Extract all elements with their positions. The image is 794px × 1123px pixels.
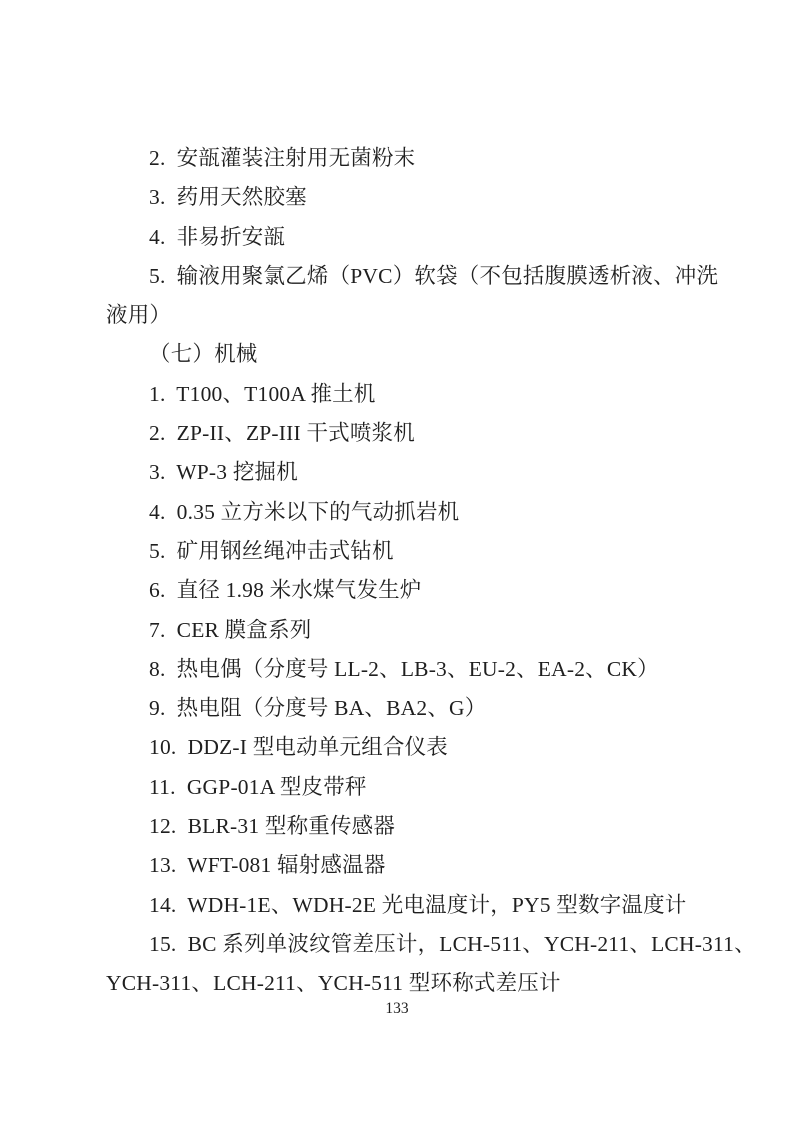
document-line: 7. CER 膜盒系列 [149,617,312,642]
document-line: 5. 输液用聚氯乙烯（PVC）软袋（不包括腹膜透析液、冲洗 [149,263,719,288]
document-line: 2. ZP-II、ZP-III 干式喷浆机 [149,421,415,446]
page-number: 133 [385,1000,409,1017]
document-line: 12. BLR-31 型称重传感器 [149,814,396,839]
document-line: YCH-311、LCH-211、YCH-511 型环称式差压计 [106,971,561,996]
document-line: 液用） [106,303,172,328]
document-line: 15. BC 系列单波纹管差压计，LCH-511、YCH-211、LCH-311、 [149,931,756,956]
document-line: 5. 矿用钢丝绳冲击式钻机 [149,538,394,563]
document-line: 13. WFT-081 辐射感温器 [149,853,386,878]
document-line: 3. 药用天然胶塞 [149,185,307,210]
document-body [106,139,756,1004]
document-line: 1. T100、T100A 推土机 [149,381,376,406]
document-line: 6. 直径 1.98 米水煤气发生炉 [149,578,422,603]
document-line: 10. DDZ-I 型电动单元组合仪表 [149,735,449,760]
document-line: 8. 热电偶（分度号 LL-2、LB-3、EU-2、EA-2、CK） [149,656,659,681]
document-line: 2. 安瓿灌装注射用无菌粉末 [149,146,416,170]
document-line: 11. GGP-01A 型皮带秤 [149,774,367,799]
document-line: 3. WP-3 挖掘机 [149,460,298,485]
document-line: 9. 热电阻（分度号 BA、BA2、G） [149,696,487,721]
document-section-heading: （七）机械 [149,342,258,367]
document-line: 4. 非易折安瓿 [149,224,286,249]
document-line: 14. WDH-1E、WDH-2E 光电温度计，PY5 型数字温度计 [149,892,687,917]
document-line: 4. 0.35 立方米以下的气动抓岩机 [149,499,460,524]
